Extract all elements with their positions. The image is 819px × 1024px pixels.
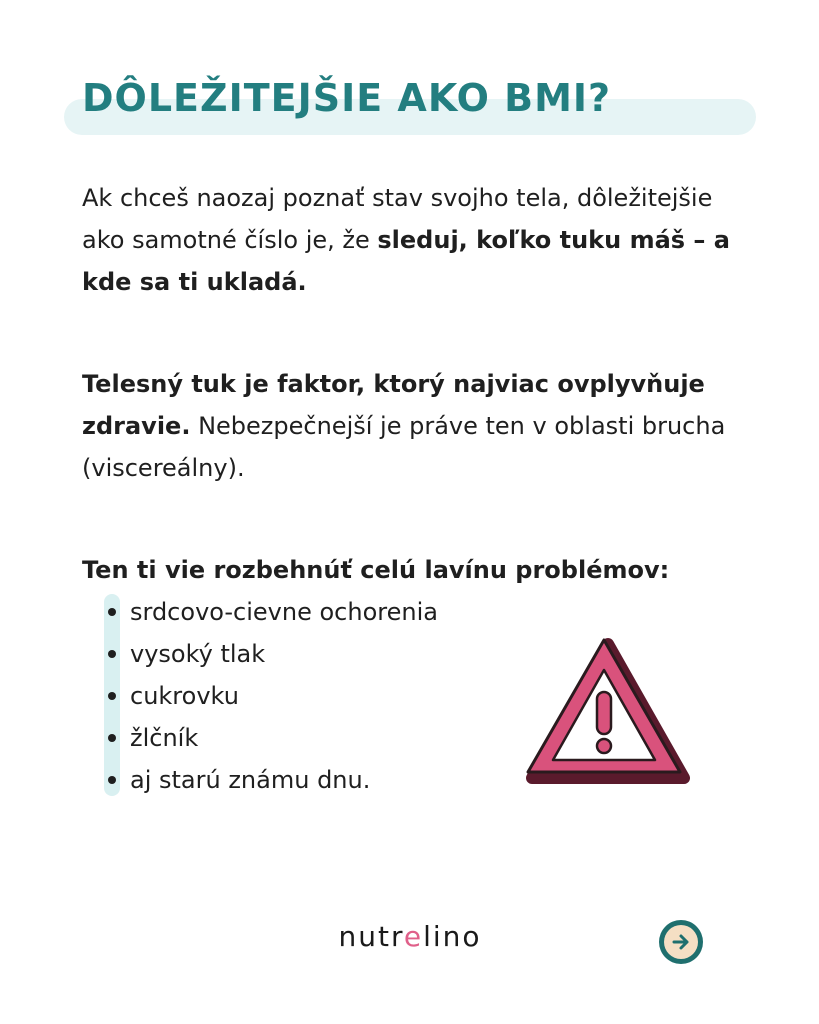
list-item-text: cukrovku — [130, 682, 239, 710]
problems-list — [104, 591, 438, 801]
arrow-right-icon — [670, 931, 692, 953]
brand-logo — [250, 920, 570, 953]
fat-info-text: Nebezpečnejší je práve ten v oblasti brucha (viscereálny). — [82, 412, 726, 482]
list-item — [104, 759, 438, 801]
fat-info-bold-text: Telesný tuk je faktor, ktorý najviac ovplyvňuje zdravie. — [82, 370, 705, 440]
logo-text-start: nutr — [338, 920, 404, 953]
fat-info-paragraph — [82, 363, 742, 489]
problems-heading: Ten ti vie rozbehnúť celú lavínu problémov: — [82, 556, 670, 584]
bullet-icon — [108, 692, 116, 700]
list-item — [104, 675, 438, 717]
page-title: DÔLEŽITEJŠIE AKO BMI? — [82, 76, 612, 120]
logo-text-end: lino — [423, 920, 482, 953]
intro-paragraph — [82, 177, 742, 303]
next-button[interactable] — [659, 920, 703, 964]
logo-text-accent: e — [403, 920, 424, 953]
bullet-icon — [108, 608, 116, 616]
bullet-icon — [108, 776, 116, 784]
next-button-inner — [664, 925, 698, 959]
list-item-text: vysoký tlak — [130, 640, 266, 668]
list-item — [104, 591, 438, 633]
list-item — [104, 717, 438, 759]
bullet-icon — [108, 650, 116, 658]
bullet-icon — [108, 734, 116, 742]
intro-text: Ak chceš naozaj poznať stav svojho tela, dôležitejšie ako samotné číslo je, že — [82, 184, 713, 254]
list-item — [104, 633, 438, 675]
warning-triangle-icon — [520, 632, 690, 787]
list-item-text: srdcovo-cievne ochorenia — [130, 598, 438, 626]
intro-bold-text: sleduj, koľko tuku máš – a kde sa ti ukladá. — [82, 226, 730, 296]
list-item-text: žlčník — [130, 724, 199, 752]
list-item-text: aj starú známu dnu. — [130, 766, 371, 794]
